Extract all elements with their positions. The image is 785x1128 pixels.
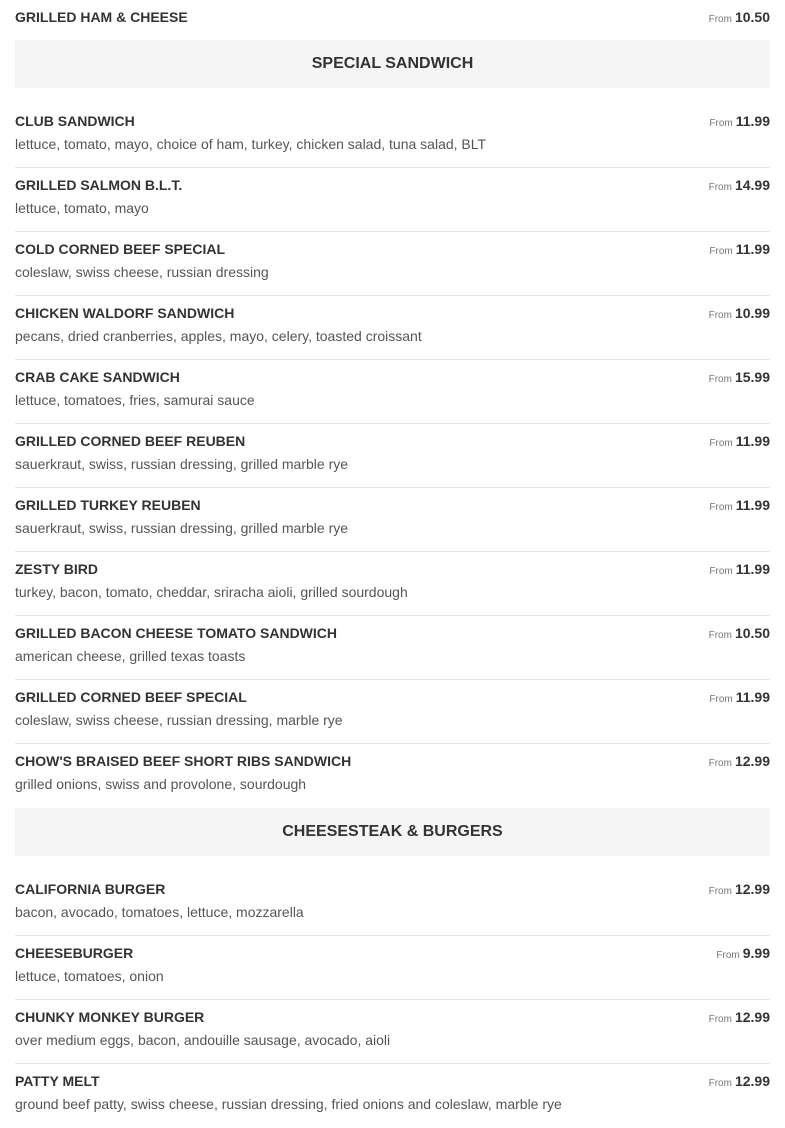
menu-item[interactable] (15, 104, 770, 168)
item-description: coleslaw, swiss cheese, russian dressing, marble rye (15, 712, 343, 728)
item-description: lettuce, tomatoes, onion (15, 968, 164, 984)
price-from-label: From (709, 118, 733, 129)
section-items (15, 104, 770, 808)
item-name: CRAB CAKE SANDWICH (15, 369, 180, 385)
menu-item[interactable] (15, 744, 770, 808)
price-amount: 10.50 (734, 9, 770, 25)
price-from-label: From (708, 758, 732, 769)
item-name: CHOW'S BRAISED BEEF SHORT RIBS SANDWICH (15, 753, 352, 769)
item-description: american cheese, grilled texas toasts (15, 648, 246, 664)
price-from-label: From (708, 182, 732, 193)
price-amount: 11.99 (735, 497, 770, 513)
menu-item[interactable] (15, 168, 770, 232)
menu-item[interactable] (15, 1064, 770, 1128)
menu-item[interactable] (15, 232, 770, 296)
price-amount: 9.99 (742, 945, 770, 961)
menu-item[interactable] (15, 360, 770, 424)
item-name: GRILLED BACON CHEESE TOMATO SANDWICH (15, 625, 338, 641)
section-items (15, 872, 770, 1128)
item-description: pecans, dried cranberries, apples, mayo, celery, toasted croissant (15, 328, 422, 344)
item-name: GRILLED SALMON B.L.T. (15, 177, 183, 193)
price-from-label: From (708, 14, 732, 25)
price-amount: 12.99 (734, 1073, 770, 1089)
price-amount: 15.99 (734, 369, 770, 385)
price-amount: 10.50 (734, 625, 770, 641)
item-name: GRILLED HAM & CHEESE (15, 9, 188, 25)
item-price (709, 496, 770, 517)
item-name: CHUNKY MONKEY BURGER (15, 1009, 205, 1025)
price-from-label: From (708, 1014, 732, 1025)
price-from-label: From (708, 886, 732, 897)
menu-item[interactable] (15, 488, 770, 552)
item-description: lettuce, tomatoes, fries, samurai sauce (15, 392, 255, 408)
price-from-label: From (708, 630, 732, 641)
item-description: ground beef patty, swiss cheese, russian dressing, fried onions and coleslaw, marble rye (15, 1096, 562, 1112)
item-name: CALIFORNIA BURGER (15, 881, 166, 897)
price-from-label: From (708, 1078, 732, 1089)
menu-item[interactable] (15, 1000, 770, 1064)
price-from-label: From (709, 502, 733, 513)
item-name: COLD CORNED BEEF SPECIAL (15, 241, 226, 257)
price-amount: 11.99 (735, 433, 770, 449)
item-name: GRILLED CORNED BEEF REUBEN (15, 433, 246, 449)
item-name: GRILLED CORNED BEEF SPECIAL (15, 689, 247, 705)
menu-item[interactable] (15, 296, 770, 360)
price-from-label: From (716, 950, 740, 961)
menu-item[interactable] (15, 552, 770, 616)
price-from-label: From (709, 694, 733, 705)
menu-item[interactable] (15, 424, 770, 488)
item-price (709, 560, 770, 581)
item-price (709, 624, 770, 645)
item-price (709, 112, 770, 133)
price-from-label: From (709, 438, 733, 449)
price-from-label: From (709, 566, 733, 577)
item-description: sauerkraut, swiss, russian dressing, grilled marble rye (15, 520, 349, 536)
menu-item[interactable] (15, 616, 770, 680)
item-description: bacon, avocado, tomatoes, lettuce, mozzarella (15, 904, 304, 920)
menu-item[interactable] (15, 0, 770, 40)
item-price (709, 304, 770, 325)
price-from-label: From (708, 374, 732, 385)
item-name: CHEESEBURGER (15, 945, 134, 961)
item-description: turkey, bacon, tomato, cheddar, sriracha aioli, grilled sourdough (15, 584, 408, 600)
item-price (709, 240, 770, 261)
item-name: GRILLED TURKEY REUBEN (15, 497, 201, 513)
item-description: sauerkraut, swiss, russian dressing, grilled marble rye (15, 456, 349, 472)
item-name: PATTY MELT (15, 1073, 100, 1089)
item-description: grilled onions, swiss and provolone, sourdough (15, 776, 307, 792)
item-name: CHICKEN WALDORF SANDWICH (15, 305, 235, 321)
item-price (709, 432, 770, 453)
price-from-label: From (708, 310, 732, 321)
item-description: lettuce, tomato, mayo, choice of ham, turkey, chicken salad, tuna salad, BLT (15, 136, 487, 152)
menu-item[interactable] (15, 936, 770, 1000)
item-price (709, 368, 770, 389)
item-price (709, 176, 770, 197)
item-price (709, 1008, 770, 1029)
menu-item[interactable] (15, 872, 770, 936)
section-header: SPECIAL SANDWICH (15, 40, 770, 88)
item-price (709, 1072, 770, 1093)
price-amount: 11.99 (735, 241, 770, 257)
item-description: over medium eggs, bacon, andouille sausage, avocado, aioli (15, 1032, 391, 1048)
item-name: CLUB SANDWICH (15, 113, 135, 129)
menu-item[interactable] (15, 680, 770, 744)
item-price (709, 8, 770, 29)
price-amount: 12.99 (734, 881, 770, 897)
price-amount: 11.99 (735, 113, 770, 129)
price-amount: 11.99 (735, 561, 770, 577)
price-amount: 10.99 (734, 305, 770, 321)
price-amount: 12.99 (734, 1009, 770, 1025)
item-description: coleslaw, swiss cheese, russian dressing (15, 264, 269, 280)
item-price (709, 880, 770, 901)
item-price (716, 944, 770, 965)
item-price (709, 688, 770, 709)
item-name: ZESTY BIRD (15, 561, 98, 577)
item-price (709, 752, 770, 773)
item-description: lettuce, tomato, mayo (15, 200, 149, 216)
section-header: CHEESESTEAK & BURGERS (15, 808, 770, 856)
price-amount: 14.99 (734, 177, 770, 193)
price-amount: 12.99 (734, 753, 770, 769)
price-from-label: From (709, 246, 733, 257)
price-amount: 11.99 (735, 689, 770, 705)
